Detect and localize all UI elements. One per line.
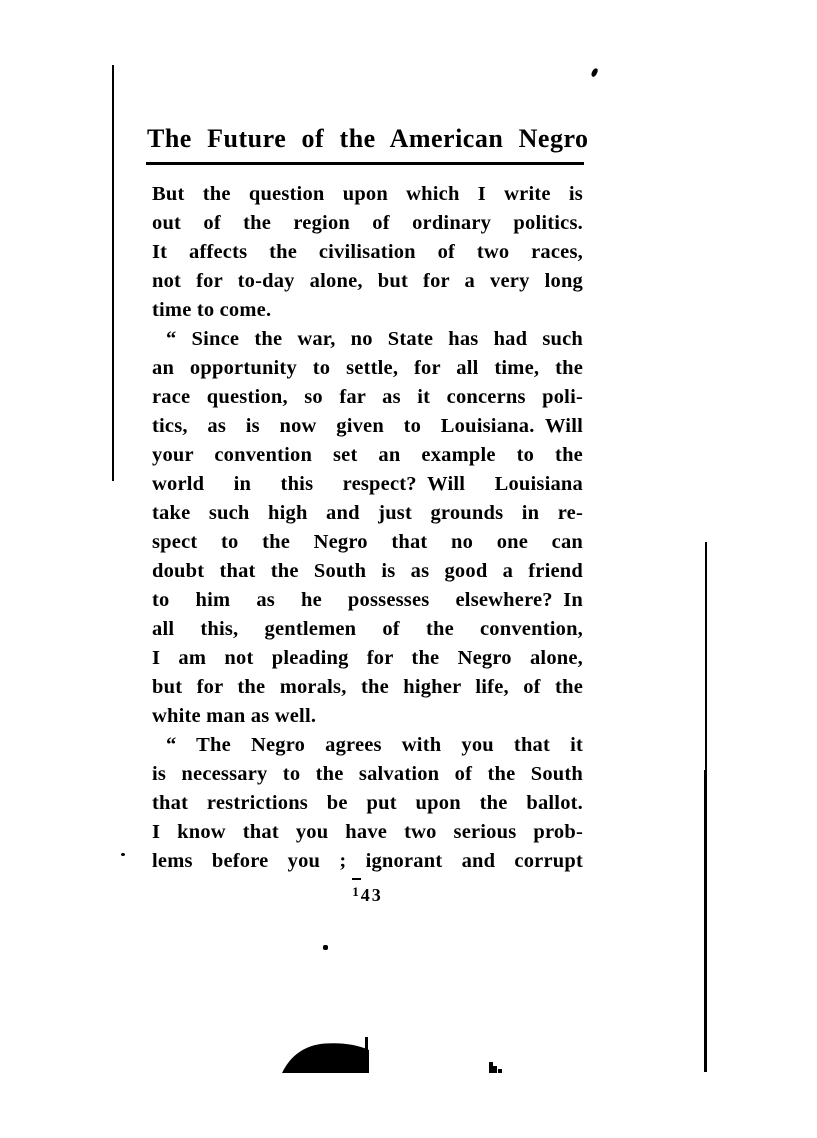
paragraph xyxy=(152,325,583,731)
text-line: take such high and just grounds in re- xyxy=(152,502,583,524)
ink-dot-left xyxy=(121,853,125,856)
running-header: The Future of the American Negro xyxy=(147,124,589,153)
paragraph xyxy=(152,731,583,876)
paragraph xyxy=(152,180,583,325)
text-line: But the question upon which I write is xyxy=(152,183,583,205)
header-rule xyxy=(146,162,584,165)
text-line: is necessary to the salvation of the South xyxy=(152,763,583,785)
right-margin-rule-lower xyxy=(704,770,707,1072)
text-line: race question, so far as it concerns poli- xyxy=(152,386,583,408)
text-line: tics, as is now given to Louisiana. Will xyxy=(152,415,583,437)
ink-smudge-blob xyxy=(281,1034,373,1076)
text-line: not for to-day alone, but for a very long xyxy=(152,270,583,292)
apostrophe-speck xyxy=(590,67,598,77)
text-line: I am not pleading for the Negro alone, xyxy=(152,647,583,669)
text-line: spect to the Negro that no one can xyxy=(152,531,583,553)
text-line: world in this respect? Will Louisiana xyxy=(152,473,583,495)
text-line: to him as he possesses elsewhere? In xyxy=(152,589,583,611)
text-line: your convention set an example to the xyxy=(152,444,583,466)
text-line: white man as well. xyxy=(152,705,317,727)
text-line: It affects the civilisation of two races, xyxy=(152,241,583,263)
text-line: out of the region of ordinary politics. xyxy=(152,212,583,234)
page-number: 143 xyxy=(352,884,383,905)
text-line: an opportunity to settle, for all time, the xyxy=(152,357,583,379)
ink-mark-cluster xyxy=(498,1069,502,1073)
ink-dot-center xyxy=(323,945,328,950)
text-line: all this, gentlemen of the convention, xyxy=(152,618,583,640)
ink-mark-cluster xyxy=(493,1066,497,1073)
ink-dash-above-folio xyxy=(352,878,361,880)
text-line: “ Since the war, no State has had such xyxy=(166,328,583,350)
text-line: lems before you ; ignorant and corrupt xyxy=(152,850,583,872)
text-line: that restrictions be put upon the ballot. xyxy=(152,792,583,814)
text-line: I know that you have two serious prob- xyxy=(152,821,583,843)
text-line: but for the morals, the higher life, of the xyxy=(152,676,583,698)
right-margin-rule-upper xyxy=(705,542,707,770)
text-line: time to come. xyxy=(152,299,272,321)
text-line: doubt that the South is as good a friend xyxy=(152,560,583,582)
text-block xyxy=(152,180,583,876)
left-margin-rule xyxy=(112,65,114,481)
text-line: “ The Negro agrees with you that it xyxy=(166,734,583,756)
